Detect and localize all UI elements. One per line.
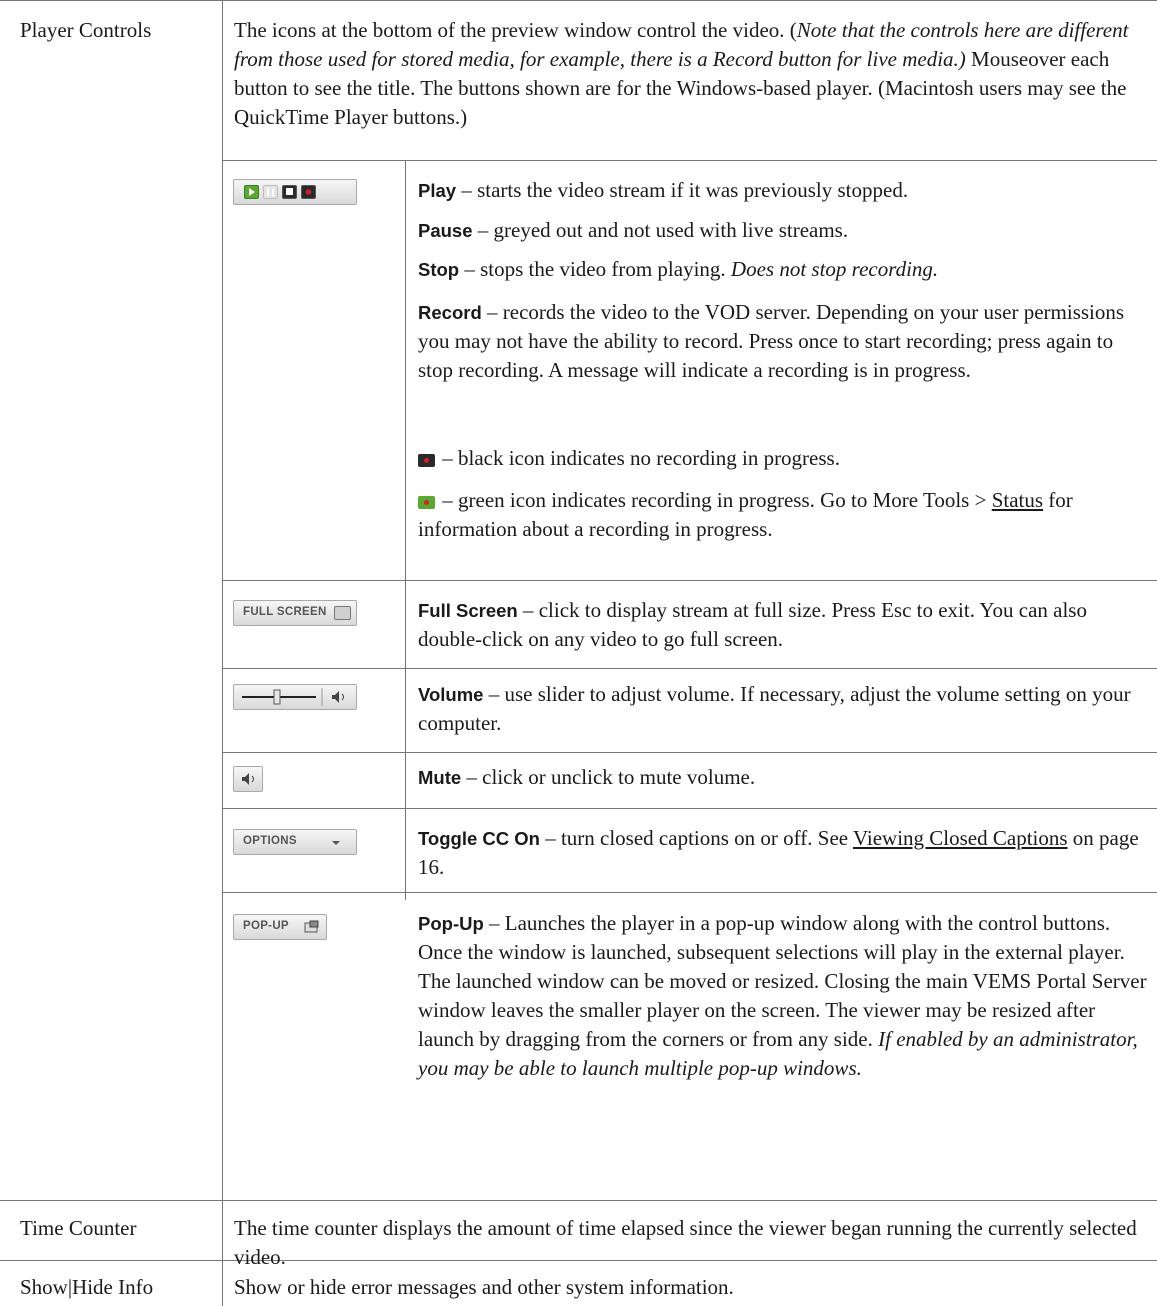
popup-button-image (233, 914, 327, 940)
volume-slider-image (233, 684, 357, 710)
intro-text: The icons at the bottom of the preview window control the video. ( (234, 18, 797, 42)
row-rule (222, 668, 1157, 669)
stop-term: Stop (418, 259, 460, 280)
pause-term: Pause (418, 220, 473, 241)
popup-description (418, 909, 1153, 1083)
pause-text: – greyed out and not used with live streams. (472, 218, 849, 242)
record-description (418, 298, 1148, 385)
black-icon-description (418, 444, 1148, 473)
volume-text: – use slider to adjust volume. If necessary, adjust the volume setting on your computer. (418, 682, 1131, 735)
popup-term: Pop-Up (418, 913, 484, 934)
mute-description (418, 763, 1148, 792)
options-button-label: OPTIONS (243, 835, 297, 847)
black-icon-text: – black icon indicates no recording in progress. (437, 446, 840, 470)
play-term: Play (418, 180, 457, 201)
full-screen-icon (334, 606, 351, 620)
chevron-down-icon (330, 838, 342, 848)
toggle-cc-description (418, 824, 1148, 882)
volume-term: Volume (418, 684, 484, 705)
green-record-icon (418, 496, 435, 509)
green-icon-description (418, 486, 1148, 544)
row-rule (222, 808, 1157, 809)
row-label-show-hide-info: Show|Hide Info (20, 1275, 154, 1299)
popup-button-label: POP-UP (243, 920, 289, 932)
status-link[interactable]: Status (991, 488, 1044, 512)
intro-note: Note that the controls here are different from those used for stored media, for example, there is a Record button for live media.) (234, 18, 1129, 71)
mute-button-image (233, 766, 263, 792)
inner-column-rule (405, 160, 406, 900)
time-counter-description: The time counter displays the amount of time elapsed since the viewer began running the currently selected video. (234, 1216, 1137, 1269)
stop-description (418, 255, 1148, 284)
mute-text: – click or unclick to mute volume. (461, 765, 756, 789)
stop-text: – stops the video from playing. (459, 257, 731, 281)
green-icon-text: – green icon indicates recording in progress. Go to More Tools > (437, 488, 992, 512)
row-rule (0, 1200, 1157, 1201)
popup-window-icon (304, 920, 320, 934)
row-rule (222, 580, 1157, 581)
row-label-time-counter: Time Counter (20, 1216, 137, 1240)
full-screen-description (418, 596, 1153, 654)
volume-description (418, 680, 1148, 738)
table-top-rule (0, 0, 1157, 1)
toggle-cc-text-2: on page 16. (418, 826, 1139, 879)
intro-text-2: Mouseover each button to see the title. The buttons shown are for the Windows-based player. (Macintosh users may see the QuickTime Player buttons.) (234, 47, 1127, 129)
mute-term: Mute (418, 767, 462, 788)
column-rule (222, 0, 223, 1306)
record-icon (301, 185, 316, 199)
pause-icon (263, 185, 278, 199)
row-rule (222, 892, 1157, 893)
popup-text: – Launches the player in a pop-up window along with the control buttons. Once the window is launched, subsequent selections will play in the external player. The launched window can be moved or resized. Closing the main VEMS Portal Server window leaves the smaller player on the screen. The viewer may be resized after launch by dragging from the corners or from any side. (418, 911, 1147, 1051)
viewing-closed-captions-link[interactable]: Viewing Closed Captions (852, 826, 1068, 850)
full-screen-button-image (233, 600, 357, 626)
stop-note: Does not stop recording. (730, 257, 939, 281)
full-screen-text: – click to display stream at full size. Press Esc to exit. You can also double-click on any video to go full screen. (418, 598, 1087, 651)
play-description (418, 176, 1148, 205)
row-rule (222, 752, 1157, 753)
black-record-icon (418, 454, 435, 467)
record-term: Record (418, 302, 482, 323)
play-text: – starts the video stream if it was previously stopped. (456, 178, 909, 202)
play-icon (244, 185, 259, 199)
toggle-cc-text: – turn closed captions on or off. See (539, 826, 853, 850)
player-controls-intro (234, 16, 1144, 132)
green-icon-text-2: for information about a recording in progress. (418, 488, 1073, 541)
stop-icon (282, 185, 297, 199)
show-hide-info-description: Show or hide error messages and other system information. (234, 1275, 734, 1299)
record-text: – records the video to the VOD server. Depending on your user permissions you may not have the ability to record. Press once to start recording; press again to stop recording. A message will indicate a recording is in progress. (418, 300, 1125, 382)
toggle-cc-term: Toggle CC On (418, 828, 540, 849)
row-label-player-controls: Player Controls (20, 18, 152, 42)
volume-slider-icon (234, 685, 356, 709)
pause-description (418, 216, 1148, 245)
full-screen-button-label: FULL SCREEN (243, 606, 327, 618)
speaker-icon (234, 767, 262, 791)
popup-note: If enabled by an administrator, you may be able to launch multiple pop-up windows. (418, 1027, 1138, 1080)
full-screen-term: Full Screen (418, 600, 518, 621)
options-button-image (233, 829, 357, 855)
intro-bottom-rule (222, 160, 1157, 161)
transport-buttons-image (233, 179, 357, 205)
